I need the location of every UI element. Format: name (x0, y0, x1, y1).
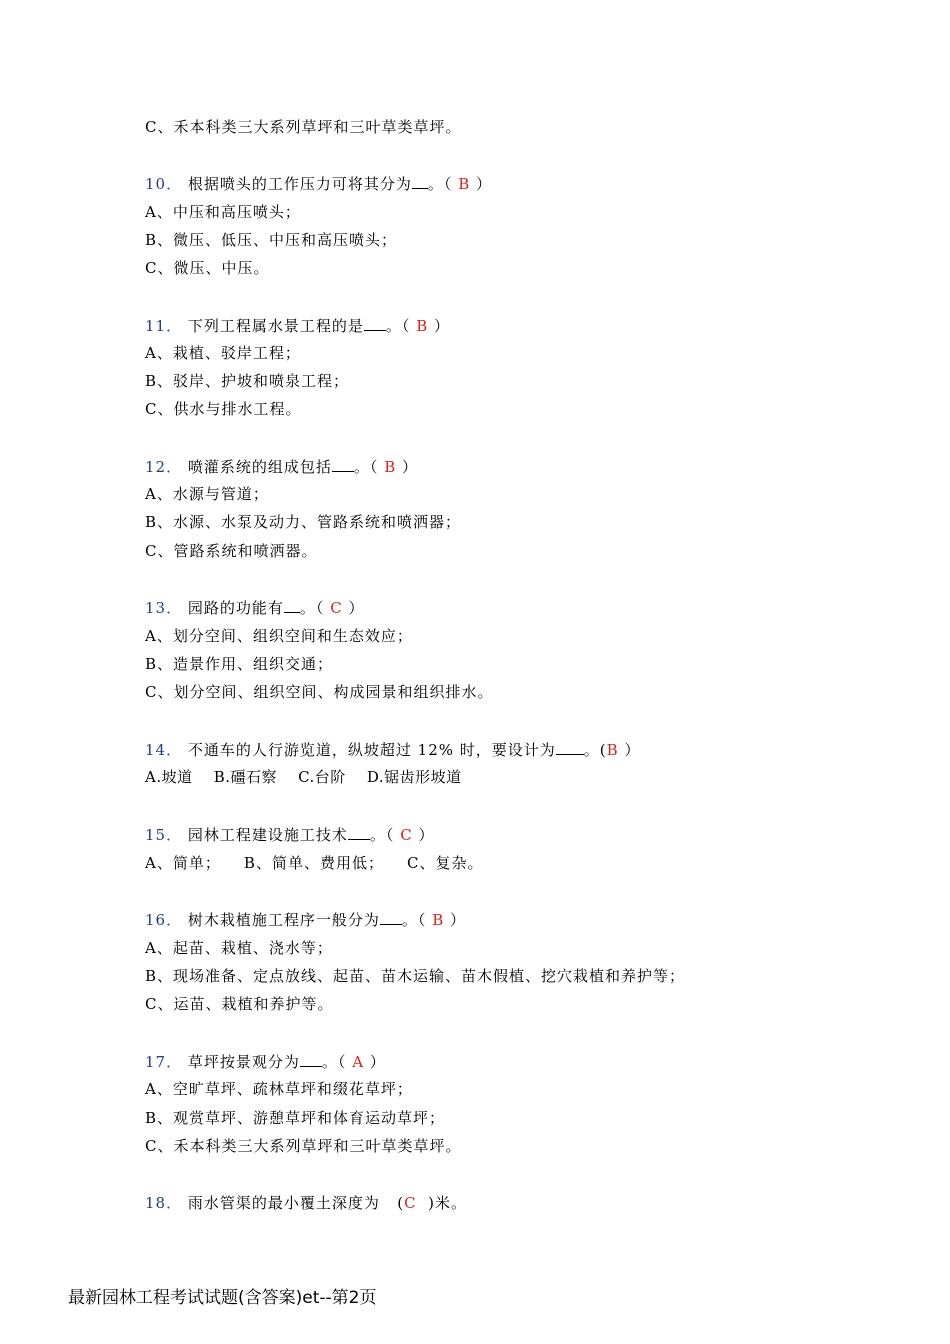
punctuation: 。（ (353, 458, 379, 476)
question-17: 17． 草坪按景观分为 。（ A ） (145, 1053, 386, 1071)
answer-letter: C (330, 599, 343, 617)
punctuation: 。（ (427, 175, 453, 193)
punctuation: 。（ (299, 599, 325, 617)
question-number: 10 (145, 175, 167, 193)
page-footer: 最新园林工程考试试题(含答案)et--第2页 (68, 1288, 377, 1308)
answer-letter: B (384, 458, 397, 476)
answer-blank (412, 174, 428, 189)
question-18: 18． 雨水管渠的最小覆土深度为 (C )米。 (145, 1194, 467, 1212)
punctuation: ） (476, 175, 493, 193)
option-text: C、禾本科类三大系列草坪和三叶草类草坪。 (145, 118, 462, 136)
answer-letter: B (432, 911, 445, 929)
question-number: 13 (145, 599, 167, 617)
answer-blank (332, 457, 354, 472)
question-number: 12 (145, 458, 167, 476)
option-text: B、水源、水泵及动力、管路系统和喷洒器； (145, 513, 462, 531)
options-row (145, 768, 462, 786)
option-c: C、复杂。 (407, 854, 484, 872)
question-stem: 草坪按景观分为 (187, 1053, 300, 1071)
question-12: 12． 喷灌系统的组成包括 。（ B ） (145, 458, 419, 476)
answer-letter: A (352, 1053, 365, 1071)
question-stem: 不通车的人行游览道，纵坡超过 12% 时，要设计为 (187, 741, 556, 759)
punctuation: 。( (583, 741, 607, 759)
question-stem: 树木栽植施工程序一般分为 (187, 911, 380, 929)
option-text: C、微压、中压。 (145, 259, 270, 277)
punctuation: 。（ (369, 826, 395, 844)
punctuation: ） (402, 458, 419, 476)
answer-blank (284, 598, 300, 613)
punctuation: 。（ (321, 1053, 347, 1071)
option-text: A、空旷草坪、疏林草坪和缀花草坪； (145, 1080, 413, 1098)
answer-blank (300, 1052, 322, 1067)
punctuation: ） (348, 599, 365, 617)
option-text: B、微压、低压、中压和高压喷头； (145, 231, 398, 249)
question-15: 15． 园林工程建设施工技术 。（ C ） (145, 826, 435, 844)
question-16: 16． 树木栽植施工程序一般分为 。（ B ） (145, 911, 467, 929)
option-text: C、运苗、栽植和养护等。 (145, 995, 334, 1013)
question-number: 18 (145, 1194, 167, 1212)
question-number: 14 (145, 741, 167, 759)
question-13: 13． 园路的功能有 。（ C ） (145, 599, 365, 617)
option-a: A.坡道 (145, 768, 193, 786)
question-number: 16 (145, 911, 167, 929)
question-stem: 喷灌系统的组成包括 (187, 458, 332, 476)
question-stem: 园林工程建设施工技术 (187, 826, 348, 844)
question-number: 17 (145, 1053, 167, 1071)
answer-blank (348, 825, 370, 840)
option-text: A、划分空间、组织空间和生态效应； (145, 627, 413, 645)
option-text: B、观赏草坪、游憩草坪和体育运动草坪； (145, 1109, 446, 1127)
answer-letter: C (400, 826, 413, 844)
question-number: 11 (145, 317, 167, 335)
question-stem: 下列工程属水景工程的是 (187, 317, 364, 335)
option-c: C.台阶 (298, 768, 346, 786)
option-text: C、禾本科类三大系列草坪和三叶草类草坪。 (145, 1137, 462, 1155)
option-text: A、中压和高压喷头； (145, 203, 301, 221)
answer-letter: C (404, 1194, 417, 1212)
options-row (145, 854, 484, 872)
question-11: 11． 下列工程属水景工程的是 。（ B ） (145, 317, 451, 335)
punctuation: ） (624, 741, 641, 759)
punctuation: ） (434, 317, 451, 335)
option-b: B、简单、费用低； (243, 854, 384, 872)
punctuation: ( (397, 1194, 405, 1212)
option-text: B、驳岸、护坡和喷泉工程； (145, 372, 350, 390)
answer-blank (364, 316, 386, 331)
option-text: B、现场准备、定点放线、起苗、苗木运输、苗木假植、挖穴栽植和养护等； (145, 967, 686, 985)
answer-letter: B (416, 317, 429, 335)
question-stem: 雨水管渠的最小覆土深度为 (187, 1194, 380, 1212)
option-text: C、供水与排水工程。 (145, 400, 302, 418)
question-14: 14． 不通车的人行游览道，纵坡超过 12% 时，要设计为 。(B ） (145, 741, 641, 759)
option-text: A、水源与管道； (145, 485, 269, 503)
punctuation: ） (418, 826, 435, 844)
question-stem: 园路的功能有 (187, 599, 284, 617)
option-b: B.礓石察 (213, 768, 277, 786)
punctuation: ） (369, 1053, 386, 1071)
answer-letter: B (606, 741, 619, 759)
option-text: C、划分空间、组织空间、构成园景和组织排水。 (145, 683, 494, 701)
punctuation: 。（ (385, 317, 411, 335)
option-a: A、简单； (145, 854, 221, 872)
option-text: A、起苗、栽植、浇水等； (145, 939, 333, 957)
punctuation: 。（ (401, 911, 427, 929)
answer-blank (380, 910, 402, 925)
punctuation: ） (450, 911, 467, 929)
question-stem: 根据喷头的工作压力可将其分为 (187, 175, 412, 193)
answer-letter: B (458, 175, 471, 193)
option-d: D.锯齿形坡道 (366, 768, 462, 786)
question-10: 10． 根据喷头的工作压力可将其分为 。（ B ） (145, 175, 493, 193)
option-text: A、栽植、驳岸工程； (145, 344, 301, 362)
option-text: C、管路系统和喷洒器。 (145, 542, 318, 560)
punctuation: )米。 (428, 1194, 467, 1212)
question-number: 15 (145, 826, 167, 844)
answer-blank (556, 740, 584, 755)
option-text: B、造景作用、组织交通； (145, 655, 334, 673)
